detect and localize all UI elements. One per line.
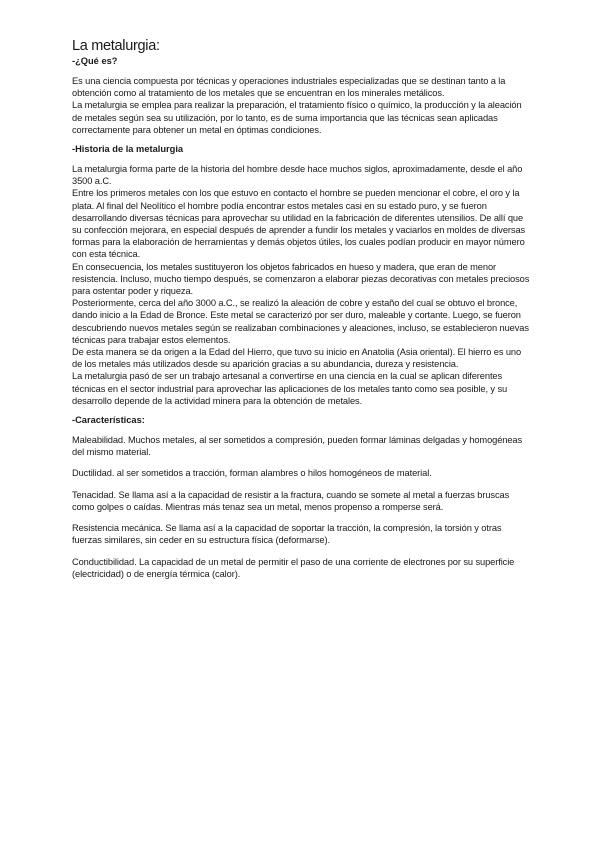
history-paragraph: La metalurgia pasó de ser un trabajo artesanal a convertirse en una ciencia en la cual se aplican diferentes técnicas en el sector industrial para aprovechar las aplicaciones de los metales tanto como sea posible, y su desarrollo depende de la actividad minera para la obtención de metales. [72,371,508,406]
characteristic-item: Ductilidad. al ser sometidos a tracción, forman alambres o hilos homogéneos de material. [72,468,432,479]
characteristics-block [72,434,531,580]
characteristic-item: Maleabilidad. Muchos metales, al ser sometidos a compresión, pueden formar láminas delgadas y homogéneas del mismo material. [72,435,523,458]
history-paragraph: Entre los primeros metales con los que estuvo en contacto el hombre se pueden mencionar el cobre, el oro y la plata. Al final del Neolítico el hombre podía encontrar estos metales casi en su estado puro, y se fueron desarrollando diversas técnicas para aprovechar su utilidad en la fabricación de diferentes utensilios. De allí que su confección mejorara, en especial después de aprender a fundir los metales y vaciarlos en moldes de diversas formas para la elaboración de herramientas y demás objetos útiles, los cuales podían producir en mayor número con esta técnica. [72,188,526,260]
intro-paragraph: La metalurgia se emplea para realizar la preparación, el tratamiento físico o químico, la producción y la aleación de metales según sea su utilización, por lo tanto, es de suma importancia que las técnicas sean aplicadas correctamente para obtener un metal en óptimas condiciones. [72,100,522,135]
document-title: La metalurgia: [72,38,160,54]
history-paragraph: Posteriormente, cerca del año 3000 a.C., se realizó la aleación de cobre y estaño del cual se obtuvo el bronce, dando inicio a la Edad de Bronce. Este metal se caracterizó por ser duro, maleable y cortante. Luego, se fueron descubriendo nuevos metales según se realizaban combinaciones y aleaciones, incluso, se establecieron nuevas técnicas para trabajar estos elementos. [72,298,529,345]
section-heading-what-is: -¿Qué es? [72,56,118,66]
history-paragraph: La metalurgia forma parte de la historia del hombre desde hace muchos siglos, aproximadamente, desde el año 3500 a.C. [72,164,523,187]
characteristic-item: Conductibilidad. La capacidad de un metal de permitir el paso de una corriente de electrones por su superficie (electricidad) o de energía térmica (calor). [72,556,515,579]
history-block [72,163,531,407]
section-heading-history: -Historia de la metalurgia [72,144,184,155]
section-heading-characteristics: -Características: [72,415,145,426]
intro-block [72,75,531,136]
history-paragraph: De esta manera se da origen a la Edad del Hierro, que tuvo su inicio en Anatolia (Asia oriental). El hierro es uno de los metales más utilizados desde su aparición gracias a su abundancia, dureza y resistencia. [72,347,522,370]
characteristic-item: Tenacidad. Se llama así a la capacidad de resistir a la fractura, cuando se somete al metal a fuerzas bruscas como golpes o caídas. Mientras más tenaz sea un metal, menos propenso a romperse será. [72,489,510,512]
intro-paragraph: Es una ciencia compuesta por técnicas y operaciones industriales especializadas que se destinan tanto a la obtención como al tratamiento de los metales que se encuentran en los minerales metálicos. [72,76,506,99]
history-paragraph: En consecuencia, los metales sustituyeron los objetos fabricados en hueso y madera, que eran de menor resistencia. Incluso, mucho tiempo después, se comenzaron a elaborar piezas decorativas con metales preciosos para ostentar poder y riqueza. [72,261,530,297]
characteristic-item: Resistencia mecánica. Se llama así a la capacidad de soportar la tracción, la compresión, la torsión y otras fuerzas similares, sin ceder en su estructura física (deformarse). [72,523,502,546]
